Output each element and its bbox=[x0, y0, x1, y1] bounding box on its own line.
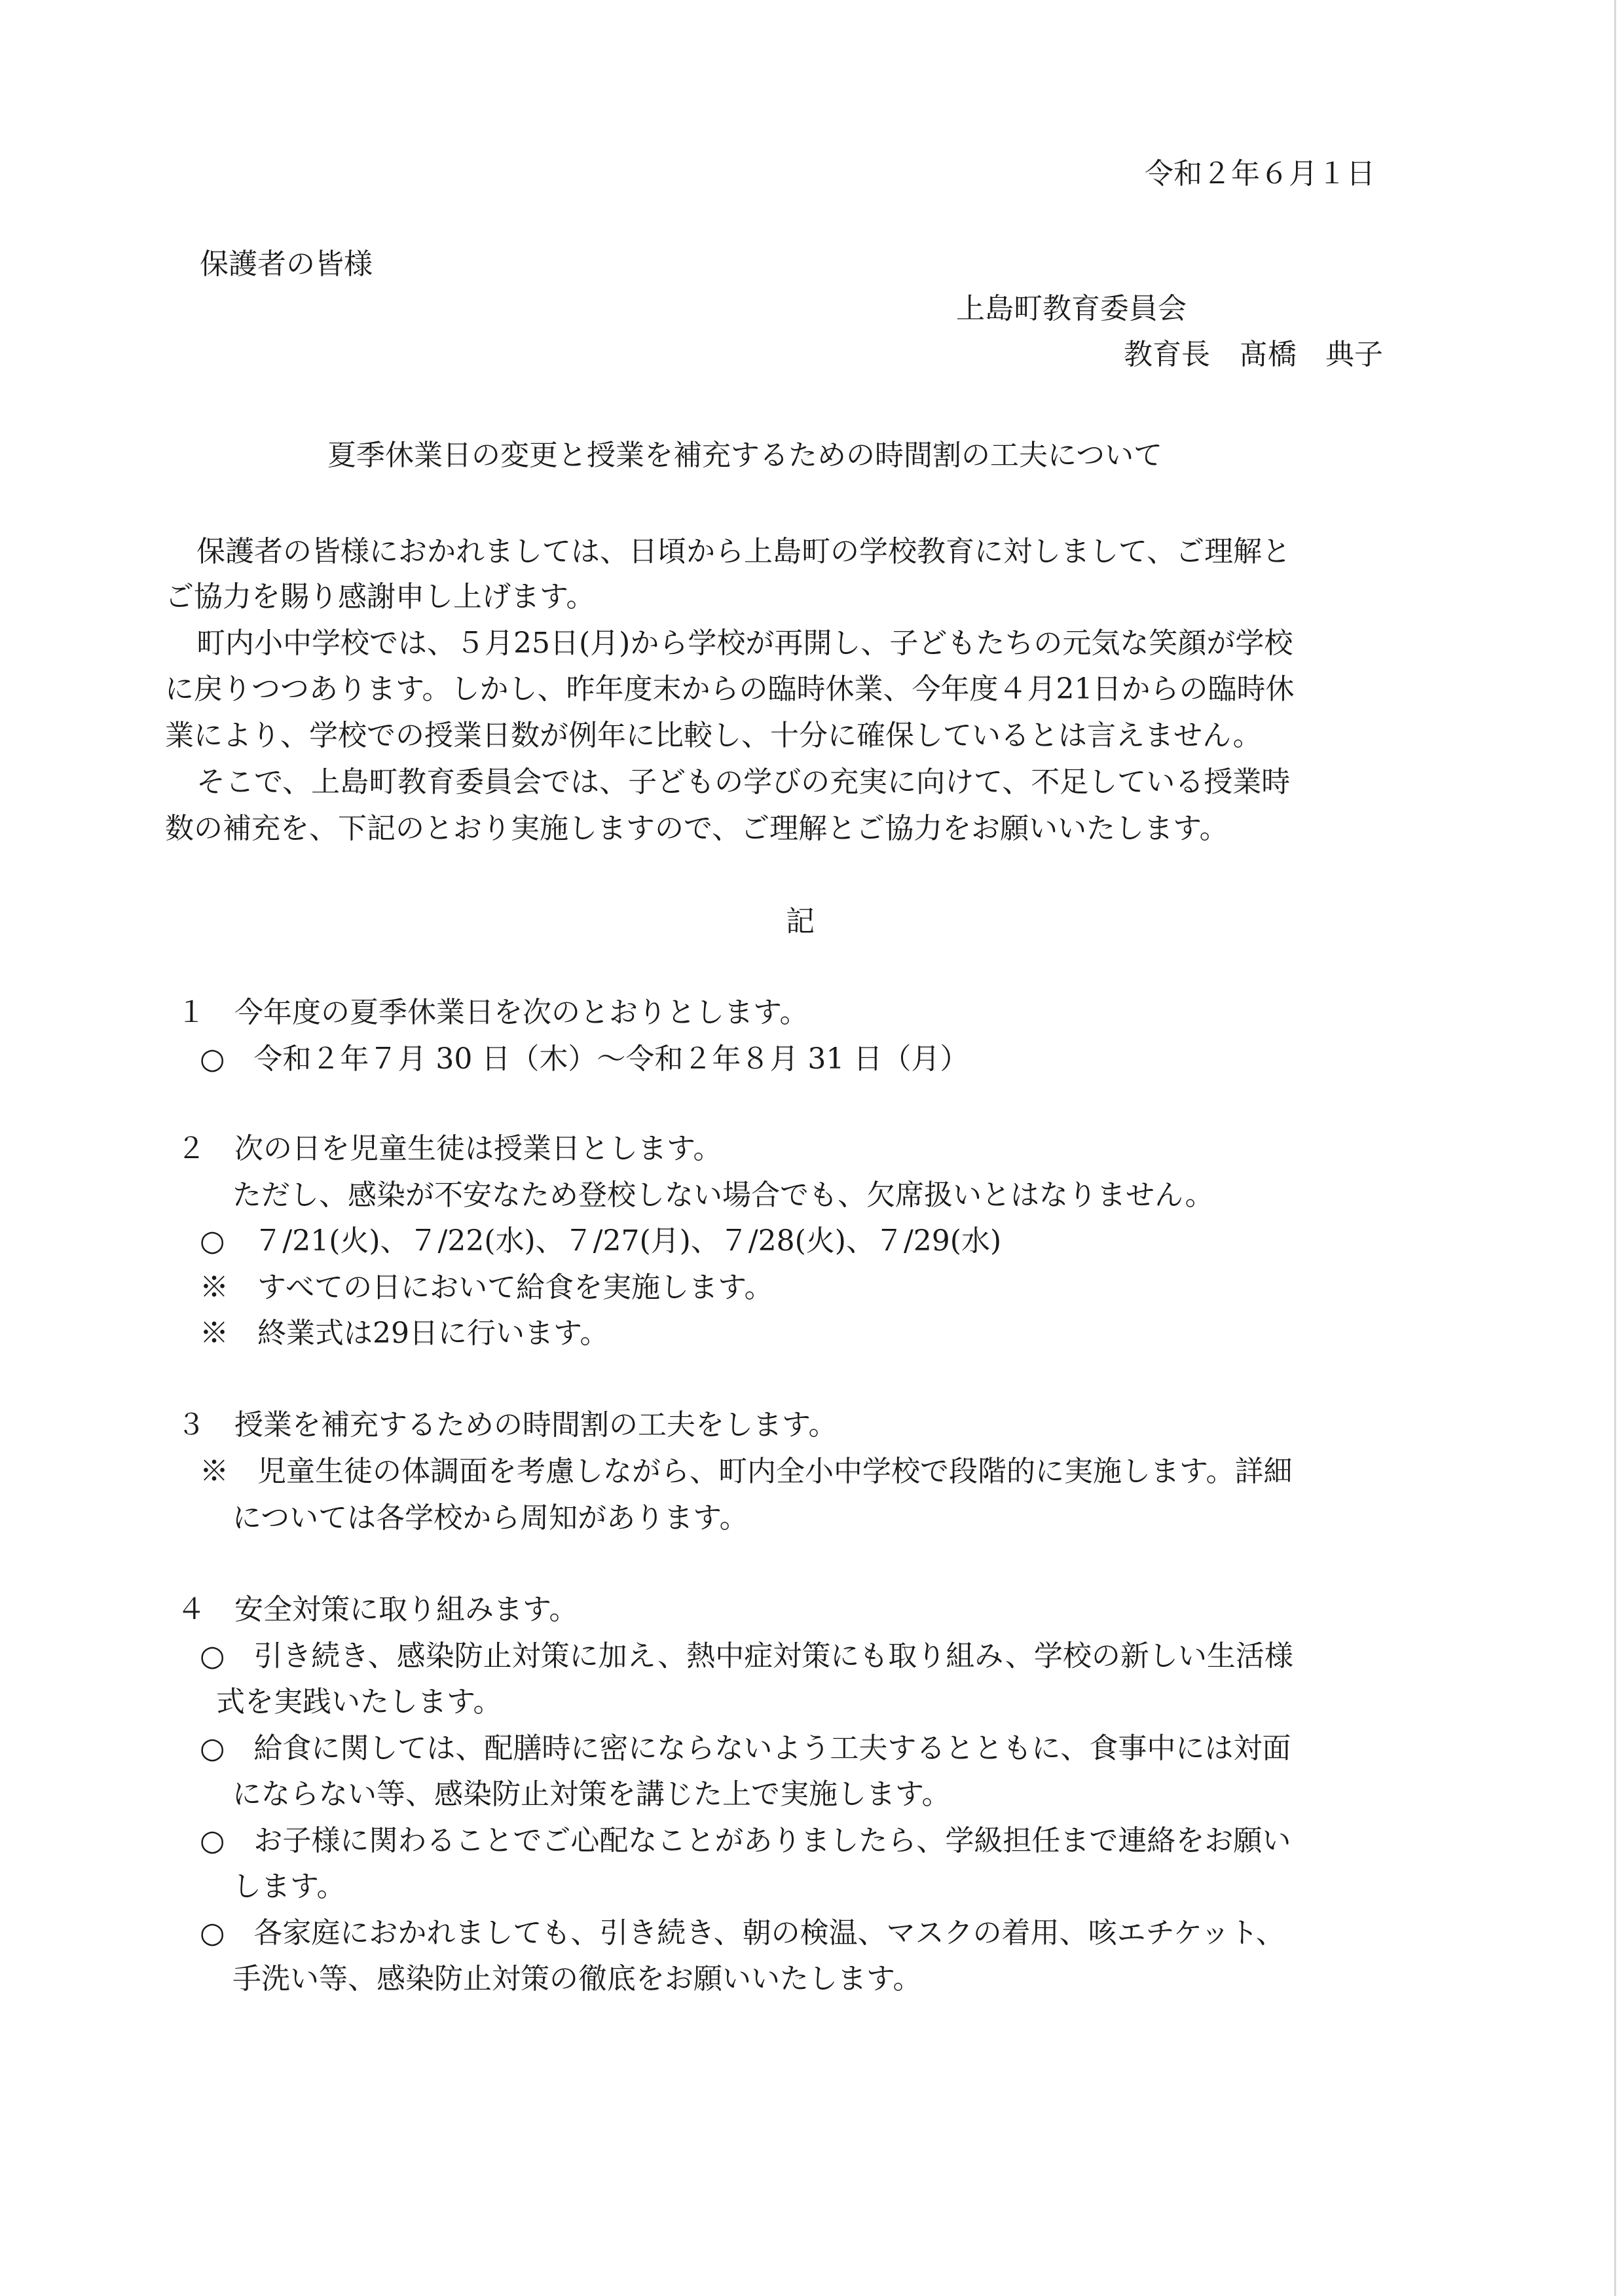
section-4-item-line: します。 bbox=[232, 1870, 346, 1903]
document-title: 夏季休業日の変更と授業を補充するための時間割の工夫について bbox=[327, 439, 1163, 472]
section-4-heading: ４ 安全対策に取り組みます。 bbox=[177, 1593, 578, 1626]
section-4-item-line: ○ 各家庭におかれましても、引き続き、朝の検温、マスクの着用、咳エチケット、 bbox=[200, 1916, 1285, 1950]
section-4-item-line: にならない等、感染防止対策を講じた上で実施します。 bbox=[232, 1777, 951, 1811]
section-2-remark-ceremony: ※ 終業式は29日に行います。 bbox=[200, 1317, 609, 1350]
body-line: そこで、上島町教育委員会では、子どもの学びの充実に向けて、不足している授業時 bbox=[196, 765, 1291, 799]
page-edge-shadow bbox=[1614, 0, 1616, 2296]
section-4-item-line: ○ 引き続き、感染防止対策に加え、熱中症対策にも取り組み、学校の新しい生活様 bbox=[200, 1639, 1293, 1673]
document-date: 令和２年６月１日 bbox=[1145, 157, 1375, 191]
body-line: に戻りつつあります。しかし、昨年度末からの臨時休業、今年度４月21日からの臨時休 bbox=[165, 672, 1295, 706]
section-4-item-line: 式を実践いたします。 bbox=[216, 1685, 502, 1719]
signer: 教育長 髙橋 典子 bbox=[1124, 338, 1383, 371]
section-3-line: ※ 児童生徒の体調面を考慮しながら、町内全小中学校で段階的に実施します。詳細 bbox=[200, 1455, 1293, 1488]
section-4-item-line: ○ 給食に関しては、配膳時に密にならないよう工夫するとともに、食事中には対面 bbox=[200, 1732, 1291, 1765]
body-line: 保護者の皆様におかれましては、日頃から上島町の学校教育に対しまして、ご理解と bbox=[196, 535, 1291, 568]
body-line: ご協力を賜り感謝申し上げます。 bbox=[165, 580, 595, 613]
body-line: 数の補充を、下記のとおり実施しますので、ご理解とご協力をお願いいたします。 bbox=[165, 812, 1228, 845]
section-2-remark-lunch: ※ すべての日において給食を実施します。 bbox=[200, 1271, 773, 1304]
section-4-item-line: 手洗い等、感染防止対策の徹底をお願いいたします。 bbox=[232, 1962, 922, 1995]
section-3-line: については各学校から周知があります。 bbox=[232, 1501, 748, 1535]
section-2-dates: ○ ７/21(火)、７/22(水)、７/27(月)、７/28(火)、７/29(水) bbox=[200, 1224, 1002, 1258]
section-1-heading: １ 今年度の夏季休業日を次のとおりとします。 bbox=[177, 996, 809, 1029]
body-line: 町内小中学校では、５月25日(月)から学校が再開し、子どもたちの元気な笑顔が学校 bbox=[196, 627, 1293, 660]
issuing-organization: 上島町教育委員会 bbox=[956, 292, 1187, 325]
section-2-note: ただし、感染が不安なため登校しない場合でも、欠席扱いとはなりません。 bbox=[232, 1178, 1214, 1212]
section-3-heading: ３ 授業を補充するための時間割の工夫をします。 bbox=[177, 1408, 838, 1442]
section-2-heading: ２ 次の日を児童生徒は授業日とします。 bbox=[177, 1132, 722, 1165]
addressee: 保護者の皆様 bbox=[200, 247, 373, 281]
section-4-item-line: ○ お子様に関わることでご心配なことがありましたら、学級担任まで連絡をお願い bbox=[200, 1824, 1291, 1857]
ki-heading: 記 bbox=[786, 905, 815, 938]
body-line: 業により、学校での授業日数が例年に比較し、十分に確保しているとは言えません。 bbox=[165, 719, 1262, 752]
section-1-item: ○ 令和２年７月 30 日（木）～令和２年８月 31 日（月） bbox=[200, 1042, 969, 1076]
